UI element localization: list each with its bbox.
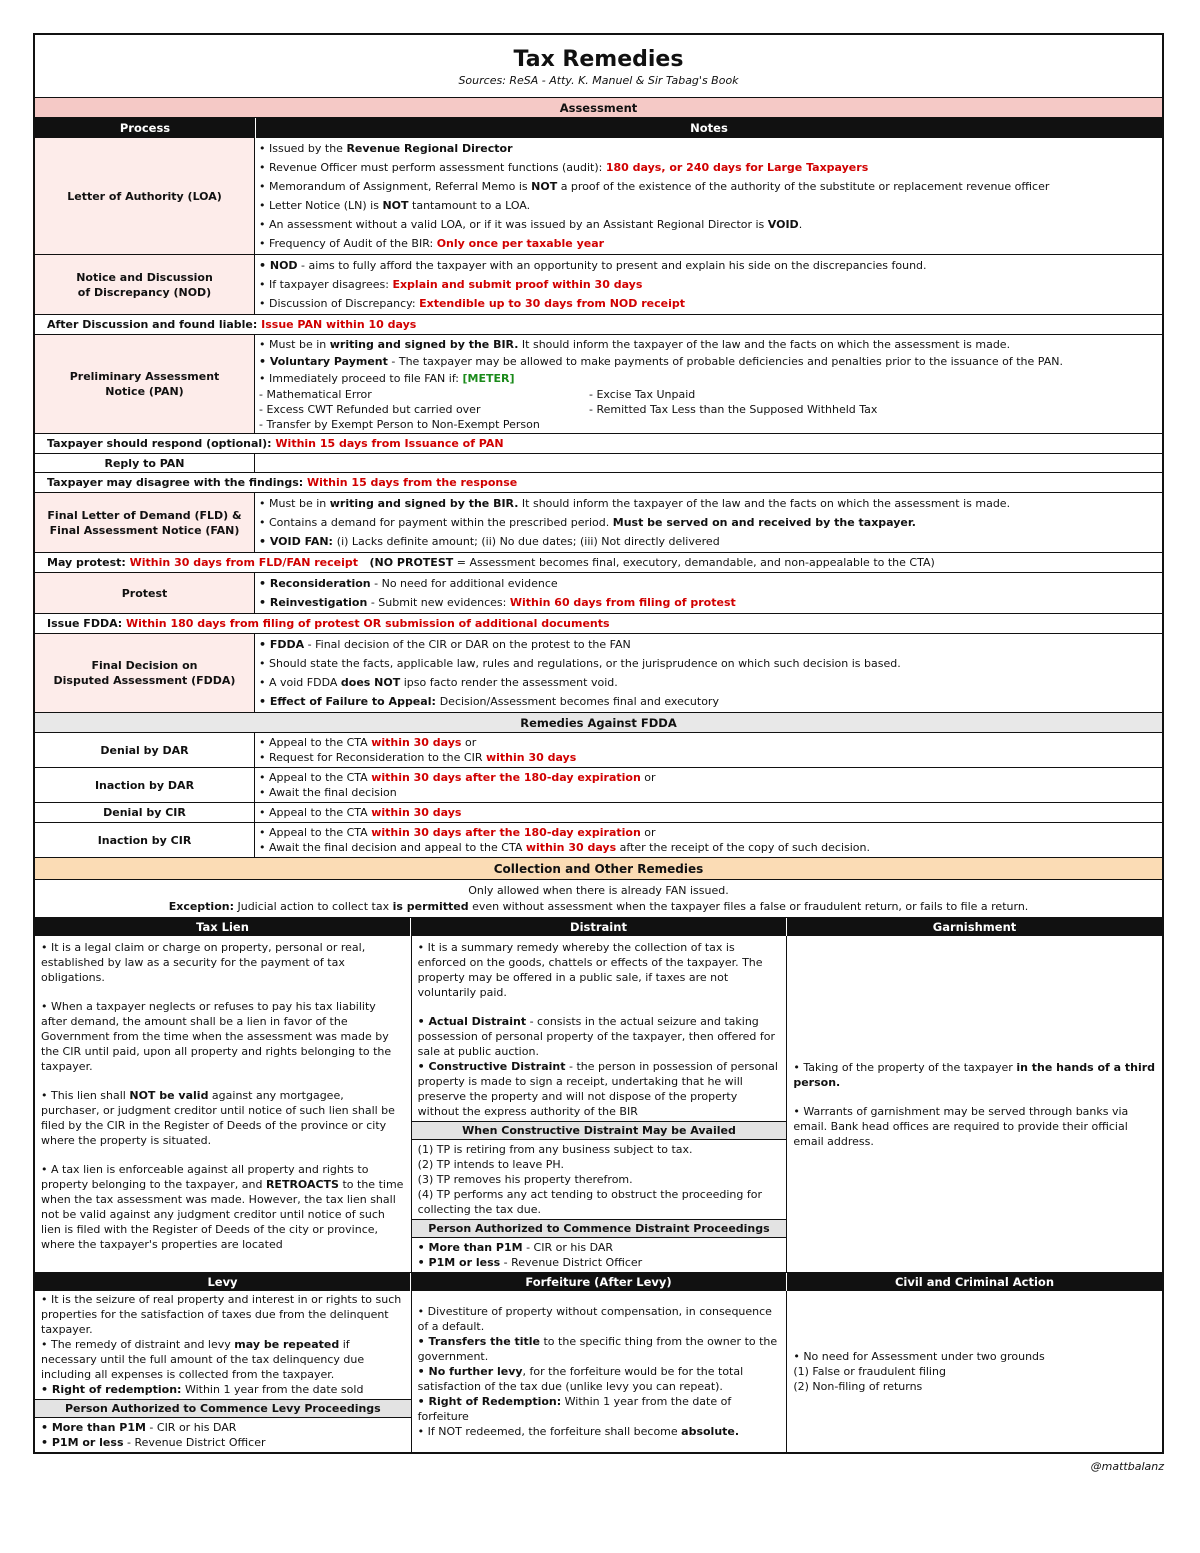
distraint-w4: (4) TP performs any act tending to obstruct the proceeding for collecting the tax due. [417,1188,762,1216]
fld-note-3: (i) Lacks definite amount; (ii) No due dates; (iii) Not directly delivered [336,535,720,548]
fdda-note-1-b: • FDDA [259,638,305,651]
forfeiture-p5b: absolute. [681,1425,740,1438]
inaction-dar-note-1: • Appeal to the CTA [259,771,372,784]
nod-note-1-b: • NOD [259,259,298,272]
pan-meter-e1: - Excise Tax Unpaid [589,388,696,401]
tax-lien-p1: • It is a legal claim or charge on property, personal or real, established by law as a security for the payment of tax obligations. [41,941,366,984]
denial-cir-row [35,803,1162,823]
forfeiture-p1: • Divestiture of property without compensation, in consequence of a default. [417,1305,772,1333]
collection-band: Collection and Other Remedies [35,858,1162,880]
pan-note-1: • Must be in [259,338,330,351]
respond-text: Taxpayer should respond (optional): [47,437,276,450]
protest-note-2-b: • Reinvestigation [259,596,368,609]
nod-note-2: • If taxpayer disagrees: [259,278,393,291]
protest-row [35,573,1162,614]
fld-note-1: • Must be in [259,497,330,510]
disagree-red: Within 15 days from the response [307,476,518,489]
loa-note-1: • Issued by the [259,142,347,155]
may-protest-red: Within 30 days from FLD/FAN receipt [129,556,359,569]
inaction-cir-notes [255,823,1162,857]
pan-note-1-c: It should inform the taxpayer of the law and the facts on which the assessment is made. [518,338,1011,351]
fld-label [35,493,255,552]
denial-dar-row [35,733,1162,768]
nod-note-3-red: Extendible up to 30 days from NOD receipt [419,297,686,310]
disagree-text: Taxpayer may disagree with the findings: [47,476,307,489]
levy-a2b: - Revenue District Officer [123,1436,266,1449]
nod-notes [255,255,1162,314]
collection-header-1 [35,918,1162,936]
levy-p2a: • The remedy of distraint and levy [41,1338,235,1351]
fld-notes [255,493,1162,552]
fld-note-1-b: writing and signed by the BIR. [329,497,519,510]
inaction-cir-note-1-c: or [640,826,656,839]
fld-label-1: Final Letter of Demand (FLD) & [47,508,242,522]
loa-note-4-c: tantamount to a LOA. [408,199,531,212]
fdda-label-1: Final Decision on [91,659,198,672]
protest-note-1: - No need for additional evidence [370,577,558,590]
sources-line: Sources: ReSA - Atty. K. Manuel & Sir Tabag's Book [458,74,739,87]
after-discussion-line [35,315,1162,335]
distraint-a2a: • P1M or less [417,1256,501,1269]
loa-row [35,138,1162,255]
forfeiture-col [411,1291,787,1452]
denial-dar-note-2-red: within 30 days [485,751,577,764]
pan-meter: [METER] [462,372,515,385]
fld-label-2: Final Assessment Notice (FAN) [49,523,240,537]
tax-lien-col [35,936,411,1272]
forfeiture-p3a: • No further levy [417,1365,523,1378]
fdda-label-2: Disputed Assessment (FDDA) [53,674,236,687]
civil-p1: • No need for Assessment under two grounds [793,1350,1045,1363]
loa-note-5: • An assessment without a valid LOA, or if it was issued by an Assistant Regional Director is [259,218,768,231]
fdda-note-3-b: does NOT [340,676,401,689]
levy-title: Levy [207,1275,238,1289]
garnishment-p1b: in the hands of a third person. [793,1060,1156,1089]
forfeiture-p2a: • Transfers the title [417,1335,540,1348]
loa-note-4-b: NOT [382,199,409,212]
issue-fdda-red: Within 180 days from filing of protest OR submission of additional documents [126,617,610,630]
fld-row [35,493,1162,553]
inaction-cir-label: Inaction by CIR [35,823,255,857]
denial-dar-note-2: • Request for Reconsideration to the CIR [259,751,486,764]
issue-fdda-text: Issue FDDA: [47,617,127,630]
exception-text-1: Judicial action to collect tax [233,900,393,913]
col-notes: Notes [690,121,728,135]
collection-only: Only allowed when there is already FAN issued. [468,884,729,897]
respond-line [35,434,1162,454]
levy-p3a: • Right of redemption: [41,1383,182,1396]
protest-label: Protest [35,573,255,613]
nod-note-3: • Discussion of Discrepancy: [259,297,420,310]
fdda-note-4-b: • Effect of Failure to Appeal: [259,695,440,708]
fdda-remedies-band: Remedies Against FDDA [35,713,1162,733]
assessment-header [35,118,1162,138]
garnishment-col [786,936,1162,1272]
pan-label [35,335,255,433]
denial-cir-note-1: • Appeal to the CTA [259,806,372,819]
tax-lien-p3c: against any mortgagee, purchaser, or judgment creditor until notice of such lien shall be filed by the CIR in the Register of Deeds of the province or city where the property is situated. [41,1089,395,1147]
nod-label [35,255,255,314]
reply-notes [255,454,1162,472]
loa-note-2: • Revenue Officer must perform assessment functions (audit): [259,161,606,174]
protest-note-2: - Submit new evidences: [367,596,510,609]
inaction-cir-note-2: • Await the final decision and appeal to the CTA [259,841,526,854]
pan-meter-t: - Transfer by Exempt Person to Non-Exempt Person [259,418,540,431]
may-protest-text: May protest: [47,556,130,569]
after-discussion-red: Issue PAN within 10 days [261,318,417,331]
collection-grid-1 [35,936,1162,1273]
inaction-cir-note-2-red: within 30 days [525,841,617,854]
inaction-dar-notes [255,768,1162,802]
distraint-p1: • It is a summary remedy whereby the collection of tax is enforced on the goods, chattels or effects of the taxpayer. The property may be offered in a public sale, if taxes are not voluntarily paid. [417,941,763,999]
nod-note-2-red: Explain and submit proof within 30 days [392,278,643,291]
pan-meter-m: - Mathematical Error [259,388,372,401]
tax-lien-title: Tax Lien [196,920,249,934]
fdda-label [35,634,255,712]
fld-note-2-b: Must be served on and received by the taxpayer. [612,516,916,529]
levy-p3b: Within 1 year from the date sold [181,1383,364,1396]
garnishment-p1a: • Taking of the property of the taxpayer [793,1060,1017,1074]
reply-row [35,454,1162,473]
respond-red: Within 15 days from Issuance of PAN [275,437,504,450]
levy-a1a: • More than P1M [41,1421,146,1434]
denial-cir-notes [255,803,1162,822]
may-protest-normal: = Assessment becomes final, executory, demandable, and non-appealable to the CTA) [453,556,935,569]
levy-p2b: may be repeated [234,1338,340,1351]
may-protest-line [35,553,1162,573]
garnishment-p2: • Warrants of garnishment may be served through banks via email. Bank head offices are required to provide their official email address. [793,1104,1129,1148]
pan-label-2: Notice (PAN) [105,385,184,398]
pan-note-3: • Immediately proceed to file FAN if: [259,372,463,385]
page-title: Tax Remedies [513,47,684,72]
loa-note-3: • Memorandum of Assignment, Referral Memo is [259,180,532,193]
tax-remedies-sheet [33,33,1164,1454]
nod-label-2: of Discrepancy (NOD) [77,285,212,299]
fdda-note-3-c: ipso facto render the assessment void. [400,676,618,689]
civil-p3: (2) Non-filing of returns [793,1380,923,1393]
tax-lien-p3b: NOT be valid [129,1089,209,1102]
loa-note-4: • Letter Notice (LN) is [259,199,383,212]
distraint-a1b: - CIR or his DAR [522,1241,614,1254]
forfeiture-p2b: to the specific thing from the owner to the government. [417,1335,778,1363]
pan-label-1: Preliminary Assessment [69,370,220,383]
pan-meter-e2: - Excess CWT Refunded but carried over [259,403,481,416]
denial-dar-label: Denial by DAR [35,733,255,767]
loa-note-6-red: Only once per taxable year [436,237,605,250]
tax-lien-p3a: • This lien shall [41,1089,130,1102]
forfeiture-title: Forfeiture (After Levy) [410,1273,786,1291]
fdda-note-1: - Final decision of the CIR or DAR on the protest to the FAN [304,638,631,651]
distraint-title: Distraint [410,918,786,936]
loa-notes: • Issued by the Revenue Regional Director • Revenue Officer must perform assessment functions (audit): 180 days, or 240 days for Large Taxpayers • Memorandum of Assignment, Referral Memo is NOT a proof of the existence of the authority of the substitute or replacement revenue officer • Letter Notice (LN) is NOT tantamount to a LOA. • An assessment without a valid LOA, or if it was issued by an Assistant Regional Director is VOID. • Frequency of Audit of the BIR: Only once per taxable year [259,142,1050,250]
inaction-cir-note-2-c: after the receipt of the copy of such decision. [616,841,871,854]
nod-label-1: Notice and Discussion [76,270,213,284]
fdda-notes [255,634,1162,712]
collection-grid-2 [35,1291,1162,1452]
fdda-row [35,634,1162,713]
pan-note-2: - The taxpayer may be allowed to make payments of probable deficiencies and penalties prior to the issuance of the PAN. [387,355,1063,368]
loa-note-3-b: NOT [531,180,558,193]
issue-fdda-line [35,614,1162,634]
protest-note-1-b: • Reconsideration [259,577,371,590]
tax-lien-p4b: RETROACTS [265,1178,339,1191]
tax-lien-p4c: to the time when the tax assessment was made. However, the tax lien shall not be valid against any judgment creditor until notice of such lien is filed with the Register of Deeds of the city or province, where the taxpayer's properties are located [41,1178,404,1251]
denial-dar-note-1-c: or [461,736,477,749]
inaction-cir-note-1-red: within 30 days after the 180-day expiration [371,826,641,839]
distraint-w3: (3) TP removes his property therefrom. [417,1173,633,1186]
forfeiture-p4b: Within 1 year from the date of forfeiture [417,1395,732,1423]
distraint-w1: (1) TP is retiring from any business subject to tax. [417,1143,693,1156]
pan-meter-r: - Remitted Tax Less than the Supposed Withheld Tax [589,403,878,416]
distraint-a1a: • More than P1M [417,1241,523,1254]
pan-note-2-b: • Voluntary Payment [259,355,388,368]
forfeiture-p5a: • If NOT redeemed, the forfeiture shall become [417,1425,682,1438]
garnishment-title: Garnishment [786,918,1162,936]
constructive-distraint-subheader: When Constructive Distraint May be Availed [412,1121,787,1140]
protest-notes [255,573,1162,613]
title-block [35,35,1162,98]
exception-bold: is permitted [392,900,469,913]
assessment-band: Assessment [35,98,1162,118]
disagree-line [35,473,1162,493]
forfeiture-p3b: , for the forfeiture would be for the total satisfaction of the tax due (unlike levy you can repeat). [417,1365,744,1393]
signature: @mattbalanz [1090,1460,1164,1473]
inaction-cir-row [35,823,1162,858]
levy-col [35,1291,411,1452]
levy-p1: • It is the seizure of real property and interest in or rights to such properties for the satisfaction of taxes due from the delinquent taxpayer. [41,1293,402,1336]
reply-label: Reply to PAN [35,454,255,472]
fdda-note-2: • Should state the facts, applicable law, rules and regulations, or the jurisprudence on which such decision is based. [259,657,901,670]
distraint-p3a: • Constructive Distraint [417,1060,566,1073]
nod-row [35,255,1162,315]
pan-row [35,335,1162,434]
civil-col [786,1291,1162,1452]
collection-header-2 [35,1273,1162,1291]
civil-p2: (1) False or fraudulent filing [793,1365,946,1378]
tax-lien-p2: • When a taxpayer neglects or refuses to pay his tax liability after demand, the amount shall be a lien in favor of the Government from the time when the assessment was made by the CIR until paid, upon all property and rights belonging to the taxpayer. [41,1000,392,1073]
pan-note-1-b: writing and signed by the BIR. [329,338,519,351]
distraint-w2: (2) TP intends to leave PH. [417,1158,564,1171]
inaction-dar-note-2: • Await the final decision [259,786,397,799]
inaction-dar-label: Inaction by DAR [35,768,255,802]
inaction-cir-note-1: • Appeal to the CTA [259,826,372,839]
may-protest-bold: (NO PROTEST [358,556,454,569]
tax-lien-p4a: • A tax lien is enforceable against all property and rights to property belonging to the taxpayer, and [41,1163,369,1191]
col-process: Process [35,118,256,138]
fld-note-1-c: It should inform the taxpayer of the law and the facts on which the assessment is made. [518,497,1011,510]
civil-title: Civil and Criminal Action [786,1273,1162,1291]
collection-exception [35,880,1162,918]
denial-dar-notes [255,733,1162,767]
levy-p2c: if necessary until the full amount of the tax delinquency due including all expenses is collected from the taxpayer. [41,1338,365,1381]
denial-dar-note-1-red: within 30 days [371,736,462,749]
exception-text-2: even without assessment when the taxpayer files a false or fraudulent return, or fails to file a return. [468,900,1029,913]
fld-note-3-b: • VOID FAN: [259,535,337,548]
distraint-p2b: - consists in the actual seizure and taking possession of personal property of the taxpayer, then offered for sale at public auction. [417,1015,775,1058]
pan-notes [255,335,1162,433]
exception-label: Exception: [168,900,234,913]
loa-note-5-b: VOID [767,218,799,231]
after-discussion-text: After Discussion and found liable: [47,318,262,331]
loa-note-2-red: 180 days, or 240 days for Large Taxpayers [605,161,869,174]
protest-note-2-red: Within 60 days from filing of protest [509,596,736,609]
distraint-p2a: • Actual Distraint [417,1015,527,1028]
forfeiture-p4a: • Right of Redemption: [417,1395,562,1408]
denial-cir-note-1-red: within 30 days [371,806,462,819]
distraint-p3b: - the person in possession of personal property is made to sign a receipt, undertaking that he will preserve the property and will not dispose of the property without the express authority of the BIR [417,1060,778,1118]
fld-note-2: • Contains a demand for payment within the prescribed period. [259,516,613,529]
fdda-note-4: Decision/Assessment becomes final and executory [439,695,719,708]
levy-a2a: • P1M or less [41,1436,124,1449]
inaction-dar-row [35,768,1162,803]
inaction-dar-note-1-red: within 30 days after the 180-day expiration [371,771,641,784]
nod-note-1: - aims to fully afford the taxpayer with an opportunity to present and explain his side on the discrepancies found. [297,259,927,272]
denial-cir-label: Denial by CIR [35,803,255,822]
distraint-a2b: - Revenue District Officer [500,1256,643,1269]
distraint-authority-subheader: Person Authorized to Commence Distraint Proceedings [412,1219,787,1238]
levy-a1b: - CIR or his DAR [145,1421,237,1434]
fdda-note-3: • A void FDDA [259,676,341,689]
loa-label: Letter of Authority (LOA) [35,138,255,254]
distraint-col [411,936,787,1272]
loa-note-3-c: a proof of the existence of the authority of the substitute or replacement revenue officer [557,180,1050,193]
loa-note-6: • Frequency of Audit of the BIR: [259,237,437,250]
inaction-dar-note-1-c: or [640,771,656,784]
levy-authority-subheader: Person Authorized to Commence Levy Proceedings [35,1399,411,1418]
loa-note-1-b: Revenue Regional Director [346,142,513,155]
denial-dar-note-1: • Appeal to the CTA [259,736,372,749]
